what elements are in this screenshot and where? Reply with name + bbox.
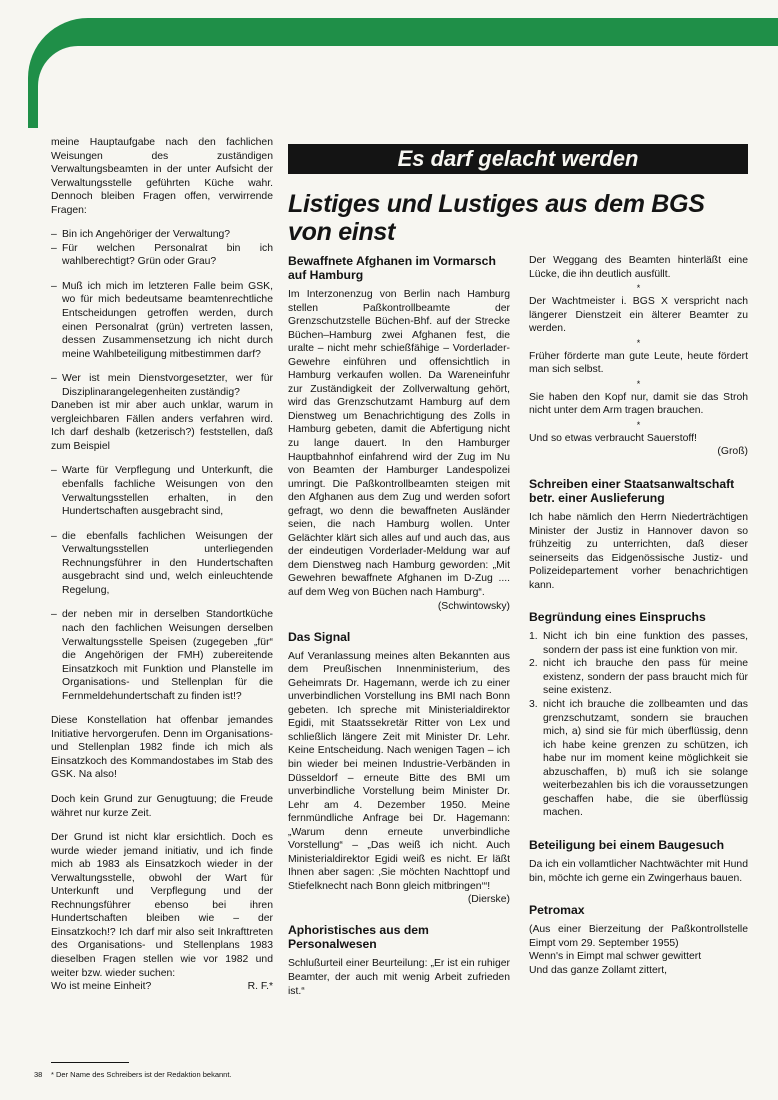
list-item [529, 698, 748, 820]
separator-star: * [636, 283, 641, 294]
right-column [529, 254, 748, 977]
author-signature: (Groß) [717, 446, 748, 458]
section-banner [288, 144, 748, 174]
section-title: Bewaffnete Afghanen im Vormarsch auf Hamburg [288, 254, 496, 282]
item-number: 2. [529, 658, 538, 670]
dash-mark: – [51, 280, 57, 292]
list-item [51, 372, 273, 399]
left-paragraph: Daneben ist mir aber auch unklar, warum in vergleichbaren Fällen anders verfahren wird. Ich darf deshalb (ketzerisch?) feststellen, daß zum Beispiel [51, 400, 273, 452]
question-text: Muß ich mich im letzteren Falle beim GSK, wo für mich bedeutsame beamtenrechtliche Entscheidungen getroffen werden, durch einen Personalrat (grün) vertreten lassen, dessen Zusammensetzung ich nicht durch meine Wahlbeteiligung mitbestimmen darf? [62, 280, 273, 360]
left-column [51, 136, 273, 994]
section-text: Da ich ein vollamtlicher Nachtwächter mit Hund bin, möchte ich gerne ein Zwingerhaus bauen. [529, 858, 748, 884]
dash-mark: – [51, 373, 57, 385]
poem-line: Und das ganze Zollamt zittert, [529, 964, 668, 976]
poem-line: Wenn's in Eimpt mal schwer gewittert [529, 951, 702, 963]
dash-mark: – [51, 609, 57, 621]
left-paragraph: Doch kein Grund zur Genugtuung; die Freude währet nur kurze Zeit. [51, 793, 273, 819]
aphorism: Der Wachtmeister i. BGS X verspricht nach längerer Dienstzeit ein älterer Beamter zu werden. [529, 296, 748, 335]
list-item [51, 228, 273, 242]
list-item [529, 657, 748, 698]
anecdote-text: Im Interzonenzug von Berlin nach Hamburg stellen Paßkontrollbeamte der Grenzschutzstelle Büchen-Bhf. auf der Strecke Büchen–Hamburg zwei Afghanen fest, die uralte – nicht mehr schießfähige – Vorderlader-Gewehre einführen und offensichtlich in Hamburg verkaufen wollen. Da Wareneinfuhr zur Zuständigkeit der Zollverwaltung gehört, wird das Grenzschutzamt Hamburg auf dem Dienstweg um Benachrichtigung des Zolls in Hamburg gebeten, damit die Abfertigung nicht zu lange dauert. In den Hamburger Hauptbahnhof einfahrend wird der Zug im Nu von Beamten der Hamburger Landespolizei umringt. Die Paßkontrollbeamten steigen mit den Afghanen aus dem Zug und werden sofort gefragt, wo denn die bewaffneten Ausländer seien, die nach Hamburg wollen. Unter Gelächter klärt sich alles auf und auch das, aus der eindeutigen Vorderlader-Meldung war auf dem Dienstweg nach Hamburg geworden: „Mit Gewehren bewaffnete Afghanen im D-Zug .... auf dem Weg von Büchen nach Hamburg“. [288, 289, 510, 599]
section-text [288, 650, 510, 906]
closing-question: Wo ist meine Einheit? [51, 981, 152, 993]
middle-column [288, 254, 510, 998]
footnote: * Der Name des Schreibers ist der Redaktion bekannt. [51, 1070, 232, 1079]
separator-star: * [636, 419, 641, 430]
dash-mark: – [51, 242, 57, 254]
separator-star: * [636, 337, 641, 348]
item-text: Nicht ich bin eine funktion des passes, sondern der pass ist eine funktion von mir. [543, 631, 748, 656]
section-title: Beteiligung bei einem Baugesuch [529, 837, 725, 852]
author-signature: (Schwintowsky) [437, 600, 510, 612]
section-text: (Aus einer Bierzeitung der Paßkontrollstelle Eimpt vom 29. September 1955) [529, 924, 748, 949]
list-item [51, 608, 273, 703]
section-title: Das Signal [288, 629, 351, 644]
left-intro: meine Hauptaufgabe nach den fachlichen Weisungen des zuständigen Verwaltungsbeamten in der unter Aufsicht der Verwaltungsstelle geführten Küche wahr. Dennoch bleiben Fragen offen, verwirrende Fragen: [51, 137, 273, 216]
banner-title: Es darf gelacht werden [397, 146, 639, 171]
aphorism: Der Weggang des Beamten hinterläßt eine Lücke, die ihn deutlich ausfüllt. [529, 255, 748, 280]
section-text: Schlußurteil einer Beurteilung: „Er ist ein ruhiger Beamter, der auch mit wenig Arbeit zufrieden ist.“ [288, 958, 510, 997]
section-title: Aphoristisches aus dem Personalwesen [288, 923, 429, 952]
list-item [529, 630, 748, 657]
anecdote-text: Auf Veranlassung meines alten Bekannten aus dem Preußischen Innenministerium, des Geheimrats Dr. Hagemann, werde ich zu einer unverbindlichen Vorstellung ins BMI nach Bonn gebeten. Ich spreche mit Ministerialdirektor Egidi, mit Staatssekretär Ritter von Lex und schließlich längere Zeit mit Minister Dr. Lehr. Keine Entscheidung. Nach wenigen Tagen – ich bin wieder bei meinen Industrie-Verbänden in Düsseldorf – erneute Bitte des BMI um unverbindliche Vorstellung beim Minister Dr. Lehr am 4. Dezember 1950. Meine fernmündliche Anfrage bei Dr. Hagemann: „Warum denn erneute unverbindliche Vorstellung“ – „Das weiß ich nicht. Auch Ministerialdirektor Egidi weiß es nicht. Er läßt Ihnen aber sagen: ‚Sie möchten Nachttopf und Stiefelknecht nach Bonn gleich mitbringen‘“! [288, 650, 510, 892]
list-text: Warte für Verpflegung und Unterkunft, die ebenfalls fachliche Weisungen von den Verwaltungsstellen erhalten, in den Hundertschaften ausgebracht sind, [62, 465, 273, 518]
question-text: Wer ist mein Dienstvorgesetzter, wer für Disziplinarangelegenheiten zuständig? [62, 373, 273, 398]
item-text: nicht ich brauche den pass für meine existenz, sondern der pass braucht mich für seine existenz. [543, 658, 748, 697]
left-closing-line [51, 980, 273, 994]
left-paragraph: Diese Konstellation hat offenbar jemandes Initiative hervorgerufen. Denn im Organisations- und Stellenplan 1982 finde ich mich als Einsatzkoch des Kommandostabes im Stab des GSK. Na also! [51, 715, 273, 781]
list-text: der neben mir in derselben Standortküche nach den fachlichen Weisungen derselben Verwaltungsstelle Speisen (zugegeben „für“ die Angehörigen der FMH) zubereitende Einsatzkoch mit Funktion und Planstelle im Organisations- und Stellenplan für die Fernmeldehundertschaft zu finden ist!? [62, 609, 273, 702]
list-item [51, 530, 273, 598]
page-corner-cutout [38, 46, 778, 146]
list-text: die ebenfalls fachlichen Weisungen der Verwaltungsstellen unterliegenden Rechnungsführer in den Hundertschaften ausgebracht sind und, welch einleuchtende Regelung, [62, 530, 273, 596]
question-text: Bin ich Angehöriger der Verwaltung? [62, 229, 231, 241]
list-item [51, 464, 273, 518]
list-item [51, 280, 273, 361]
separator-star: * [636, 378, 641, 389]
item-text: nicht ich brauche die zollbeamten und das grenzschutzamt, sondern sie brauchen mich, a) sind sie für mich überflüssig, denn ich habe keine grenzen zu schützen, ich habe nur im moment keine möglichkeit sie abzuschaffen, b) muß ich sie solange weiterbezahlen bis ich die voraussetzungen geschaffen habe, die sie überflüssig machen. [543, 699, 748, 819]
section-text: Ich habe nämlich den Herrn Niederträchtigen Minister der Justiz in Hannover davon so frühzeitig zu unterrichten, daß dieser seinerseits das Eidgenössische Justiz- und Polizeidepartement vorher benachrichtigen kann. [529, 512, 748, 591]
item-number: 3. [529, 699, 538, 711]
footnote-rule [51, 1062, 129, 1063]
author-signature: (Dierske) [467, 894, 510, 906]
aphorism: Früher förderte man gute Leute, heute fördert man sich selbst. [529, 350, 748, 376]
dash-mark: – [51, 530, 57, 542]
page-number: 38 [34, 1070, 43, 1079]
question-text: Für welchen Personalrat bin ich wahlberechtigt? Grün oder Grau? [62, 242, 273, 268]
left-paragraph: Der Grund ist nicht klar ersichtlich. Doch es wurde wieder jemand initiativ, und ich finde mich ab 1983 als Einsatzkoch wieder in der Verwaltungsstelle, obwohl der Wart für Unterkunft und Verpflegung und der Rechnungsführer ebenso bei ihren Hundertschaften bleiben wie – der Einsatzkoch!? Ich darf mir also seit Inkrafttreten des Organisations- und Stellenplans 1983 dieselben Fragen stellen wie vor 1982 und weiter bzw. wieder suchen: [51, 832, 273, 979]
numbered-list [529, 630, 748, 820]
dash-mark: – [51, 229, 57, 241]
list-item [51, 242, 273, 269]
author-signature: R. F.* [247, 981, 273, 993]
item-number: 1. [529, 631, 538, 643]
section-title: Petromax [529, 903, 585, 918]
aphorism: Sie haben den Kopf nur, damit sie das Stroh nicht unter dem Arm tragen brauchen. [529, 391, 748, 417]
aphorism: Und so etwas verbraucht Sauerstoff! [529, 432, 697, 444]
dash-mark: – [51, 465, 57, 477]
section-title: Begründung eines Einspruchs [529, 610, 706, 625]
article-headline: Listiges und Lustiges aus dem BGS von einst [288, 190, 705, 246]
section-title: Schreiben einer Staatsanwaltschaft betr. einer Auslieferung [529, 477, 735, 506]
section-text [288, 288, 510, 612]
